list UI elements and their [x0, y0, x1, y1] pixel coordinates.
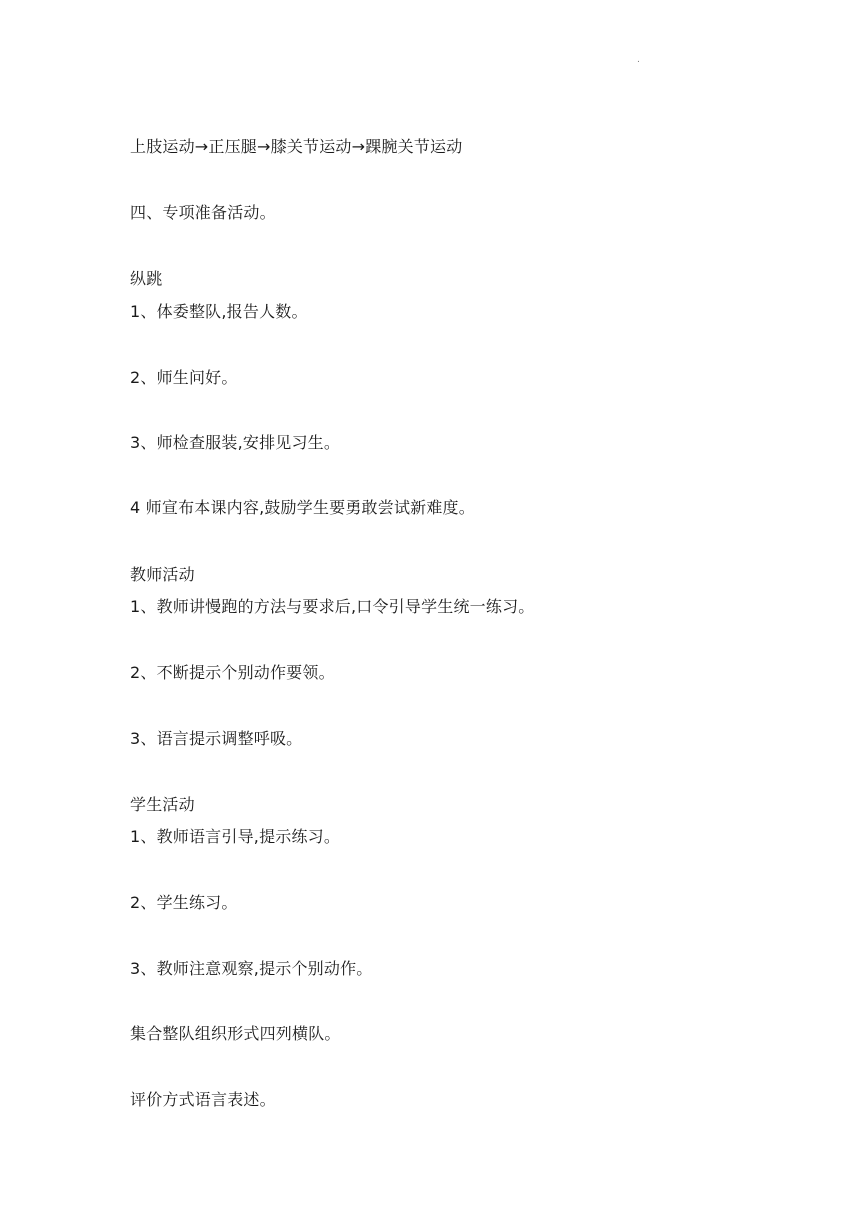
heading-student-activity: 学生活动	[130, 795, 195, 814]
list-item: 1、教师讲慢跑的方法与要求后,口令引导学生统一练习。	[130, 597, 535, 616]
text-line-warmup-sequence: 上肢运动→正压腿→膝关节运动→踝腕关节运动	[130, 137, 463, 156]
text-line-evaluation: 评价方式语言表述。	[130, 1090, 276, 1109]
list-item: 3、师检查服装,安排见习生。	[130, 433, 341, 452]
section-heading-special-prep: 四、专项准备活动。	[130, 203, 276, 222]
text-line-formation: 集合整队组织形式四列横队。	[130, 1024, 341, 1043]
list-item: 2、师生问好。	[130, 368, 238, 387]
list-item: 3、教师注意观察,提示个别动作。	[130, 959, 373, 978]
list-item: 1、体委整队,报告人数。	[130, 302, 308, 321]
list-item: 2、学生练习。	[130, 893, 238, 912]
heading-teacher-activity: 教师活动	[130, 565, 195, 584]
list-item: 1、教师语言引导,提示练习。	[130, 827, 341, 846]
list-item: 2、不断提示个别动作要领。	[130, 663, 335, 682]
text-line-vertical-jump: 纵跳	[130, 269, 163, 288]
list-item: 4 师宣布本课内容,鼓励学生要勇敢尝试新难度。	[130, 498, 475, 517]
corner-mark: .	[637, 55, 640, 65]
list-item: 3、语言提示调整呼吸。	[130, 729, 303, 748]
